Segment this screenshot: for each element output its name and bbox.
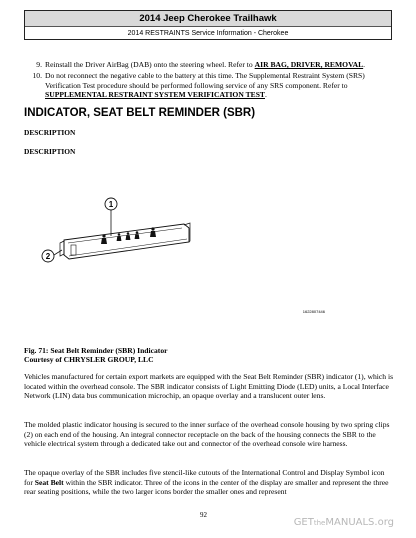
description-subheading: DESCRIPTION <box>24 147 76 156</box>
svg-text:1: 1 <box>108 200 114 209</box>
sbr-indicator-figure <box>24 188 364 338</box>
step-number: 9. <box>36 60 42 69</box>
airbag-removal-link[interactable]: AIR BAG, DRIVER, REMOVAL <box>254 60 364 69</box>
service-info-subtitle: 2014 RESTRAINTS Service Information - Cherokee <box>127 30 289 37</box>
section-title: INDICATOR, SEAT BELT REMINDER (SBR) <box>24 107 256 119</box>
step-text: Reinstall the Driver AirBag (DAB) onto the steering wheel. Refer to AIR BAG, DRIVER, REMOVAL. <box>45 60 366 69</box>
paragraph-2: The molded plastic indicator housing is secured to the inner surface of the overhead console housing by two spring clips (2) on each end of the housing. An integral connector receptacle on the back of the housing connects the SBR to the vehicle electrical system through a dedicated take out and connector of the overhead console wire harness. <box>24 420 390 448</box>
description-heading: DESCRIPTION <box>24 128 76 137</box>
svg-text:2: 2 <box>45 252 51 261</box>
vehicle-title: 2014 Jeep Cherokee Trailhawk <box>25 11 391 27</box>
indicator-housing <box>60 223 190 259</box>
site-watermark: GETtheMANUALS.org <box>293 517 394 528</box>
step-text: Do not reconnect the negative cable to the battery at this time. The Supplemental Restraint System (SRS) Verification Test procedure should be performed following service of any SRS component. Refer to SUPPLEMENTAL RESTRAINT SYSTEM VERIFICATION TEST. <box>45 71 365 100</box>
page-number: 92 <box>200 511 207 519</box>
srs-verification-test-link[interactable]: SUPPLEMENTAL RESTRAINT SYSTEM VERIFICATION TEST <box>45 90 265 100</box>
figure-code: 1622807446 <box>302 309 325 314</box>
document-header <box>24 10 392 40</box>
paragraph-3: The opaque overlay of the SBR includes five stencil-like cutouts of the International Control and Display Symbol icon for Seat Belt within the SBR indicator. Three of the icons in the center of the display are smaller and represent the three rear seating positions, while the two larger icons border the smaller ones and represent <box>24 468 389 496</box>
figure-caption: Fig. 71: Seat Belt Reminder (SBR) Indicator Courtesy of CHRYSLER GROUP, LLC <box>24 346 168 365</box>
paragraph-1: Vehicles manufactured for certain export markets are equipped with the Seat Belt Reminder (SBR) indicator (1), which is located within the overhead console. The SBR indicator consists of Light Emitting Diode (LED) units, a Local Interface Network (LIN) data bus communication microchip, an opaque overlay and a translucent outer lens. <box>24 372 394 400</box>
step-number: 10. <box>32 71 42 80</box>
callout-2 <box>42 250 62 262</box>
sbr-indicator-illustration <box>24 188 364 338</box>
callout-1 <box>105 198 117 236</box>
